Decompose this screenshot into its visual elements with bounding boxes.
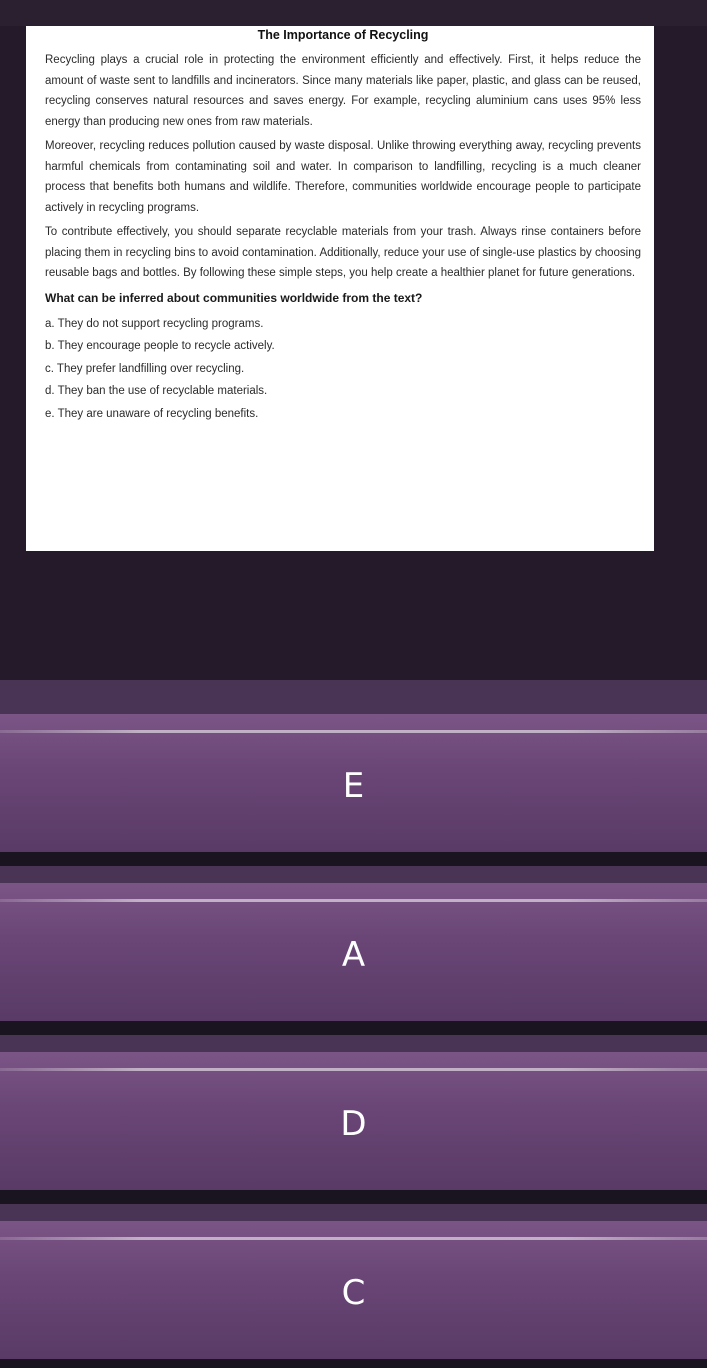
answer-button-d[interactable] (0, 1052, 707, 1190)
button-gap (0, 1021, 707, 1035)
background-band (0, 551, 707, 680)
button-highlight (0, 1237, 707, 1240)
button-top-strip (0, 1035, 707, 1052)
button-top-strip (0, 680, 707, 714)
options-list (45, 313, 641, 426)
button-gap (0, 852, 707, 866)
button-gap (0, 1359, 707, 1368)
button-top-strip (0, 866, 707, 883)
option-a: a. They do not support recycling programs. (45, 317, 264, 330)
button-gap (0, 1190, 707, 1204)
answer-button-label: C (341, 1273, 366, 1313)
button-top-strip (0, 1204, 707, 1221)
passage-paragraph-1: Recycling plays a crucial role in protecting the environment efficiently and effectively. First, it helps reduce the amount of waste sent to landfills and incinerators. Since many materials like paper, plastic, and glass can be reused, recycling conserves natural resources and saves energy. For example, recycling aluminium cans uses 95% less energy than producing new ones from raw materials. (45, 54, 641, 128)
answer-button-a[interactable] (0, 883, 707, 1021)
top-bar (0, 0, 707, 26)
answer-button-label: A (341, 935, 366, 975)
passage-card (26, 26, 654, 551)
option-d: d. They ban the use of recyclable materials. (45, 385, 268, 397)
button-highlight (0, 730, 707, 733)
button-highlight (0, 899, 707, 902)
question-text: What can be inferred about communities worldwide from the text? (45, 290, 423, 305)
answer-button-c[interactable] (0, 1221, 707, 1359)
answer-button-label: D (340, 1104, 367, 1144)
option-c: c. They prefer landfilling over recycling. (45, 362, 245, 375)
passage-paragraph-2: Moreover, recycling reduces pollution caused by waste disposal. Unlike throwing everything away, recycling prevents harmful chemicals from contaminating soil and water. In comparison to landfilling, recycling is a much cleaner process that benefits both humans and wildlife. Therefore, communities worldwide encourage people to participate actively in recycling programs. (45, 140, 641, 214)
passage-title: The Importance of Recycling (257, 28, 429, 42)
answer-button-label: E (342, 766, 365, 806)
button-highlight (0, 1068, 707, 1071)
option-e: e. They are unaware of recycling benefits. (45, 407, 259, 420)
passage-paragraph-3: To contribute effectively, you should separate recyclable materials from your trash. Always rinse containers before placing them in recycling bins to avoid contamination. Additionally, reduce your use of single-use plastics by choosing reusable bags and bottles. By following these simple steps, you help create a healthier planet for future generations. (45, 226, 641, 279)
option-b: b. They encourage people to recycle actively. (45, 340, 275, 352)
answer-button-e[interactable] (0, 714, 707, 852)
